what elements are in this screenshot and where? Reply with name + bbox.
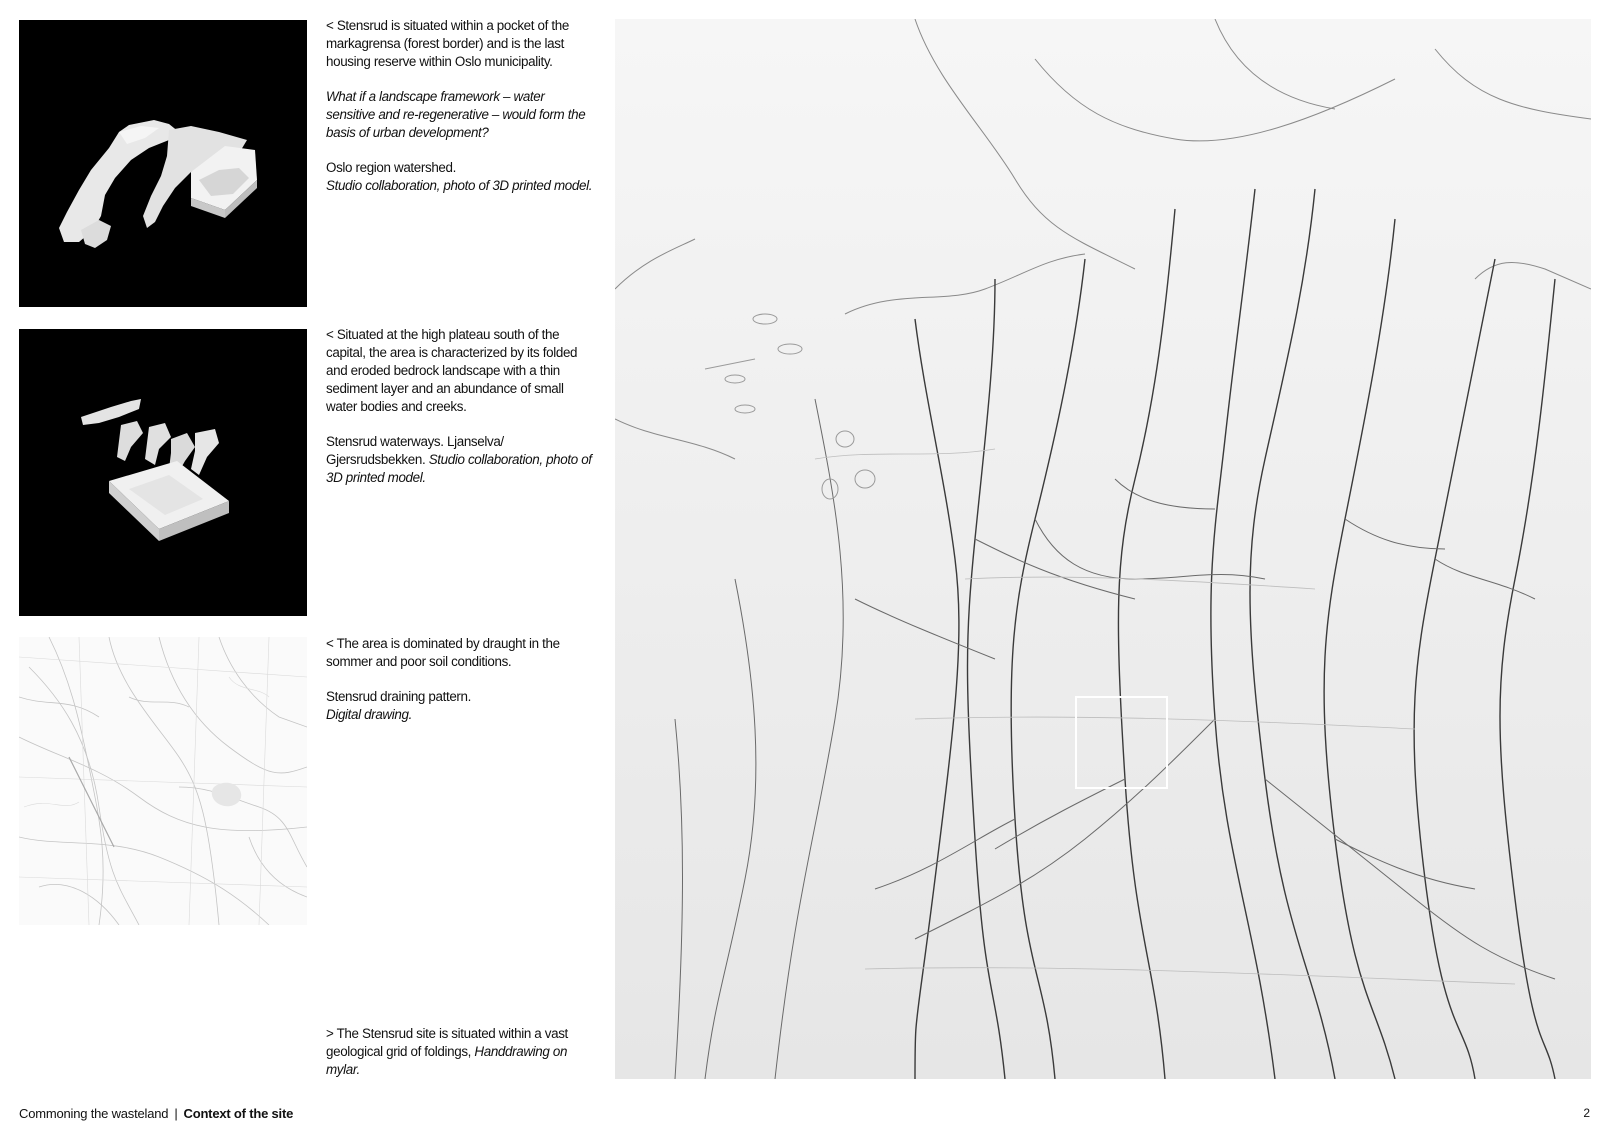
caption-draining-title: Stensrud draining pattern.: [326, 689, 471, 704]
caption-waterways-intro: < Situated at the high plateau south of the capital, the area is characterized by its folded and eroded bedrock landscape with a thin sediment layer and an abundance of small water bodies and creeks.: [326, 327, 578, 414]
waterways-model-photo: [19, 329, 307, 616]
caption-watershed-title: Oslo region watershed.: [326, 160, 456, 175]
caption-waterways-title: Stensrud waterways. Ljanselva/ Gjersrudsbekken.: [326, 434, 504, 467]
caption-draining-intro: < The area is dominated by draught in the sommer and poor soil conditions.: [326, 636, 560, 669]
page-number: 2: [1583, 1106, 1590, 1120]
caption-draining-credit: Digital drawing.: [326, 707, 412, 722]
caption-waterways: [326, 326, 594, 504]
footer-project-title: Commoning the wasteland: [19, 1106, 169, 1121]
footer: [19, 1106, 293, 1121]
footer-separator: |: [174, 1106, 178, 1121]
caption-geological-credit: Handdrawing on mylar.: [326, 1044, 568, 1077]
caption-watershed-question: What if a landscape framework – water sensitive and re-regenerative – would form the basis of urban development?: [326, 89, 586, 140]
caption-watershed: [326, 17, 594, 212]
caption-draining: [326, 635, 594, 741]
waterways-model-illustration: [19, 329, 307, 616]
watershed-model-photo: [19, 20, 307, 307]
caption-geological-grid: [326, 1025, 594, 1096]
footer-section-title: Context of the site: [183, 1106, 294, 1121]
caption-geological-intro: > The Stensrud site is situated within a vast geological grid of foldings,: [326, 1026, 568, 1059]
draining-pattern-drawing: [19, 637, 307, 925]
site-highlight-frame: [1075, 696, 1168, 789]
draining-pattern-illustration: [19, 637, 307, 925]
caption-watershed-credit: Studio collaboration, photo of 3D printed model.: [326, 178, 593, 193]
caption-watershed-intro: < Stensrud is situated within a pocket of the markagrensa (forest border) and is the last housing reserve within Oslo municipality.: [326, 18, 569, 69]
geological-foldings-drawing: [615, 19, 1591, 1079]
foldings-drawing-illustration: [615, 19, 1591, 1079]
watershed-model-illustration: [19, 20, 307, 307]
caption-waterways-credit: Studio collaboration, photo of 3D printed model.: [326, 452, 592, 485]
